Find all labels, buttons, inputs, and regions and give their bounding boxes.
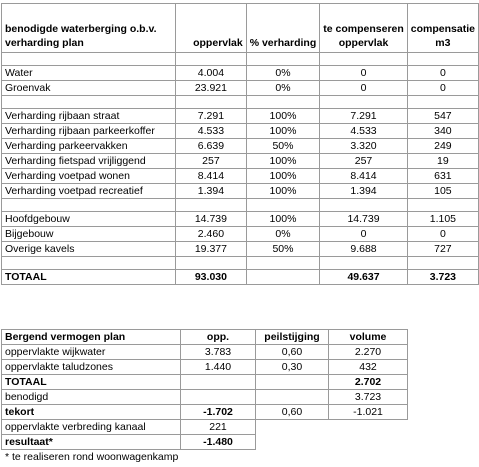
table-row <box>2 109 479 124</box>
row-comp-area: 1.394 <box>320 184 408 199</box>
spacer-row <box>2 96 479 109</box>
bergend-vermogen-table <box>1 329 408 450</box>
row-opp: -1.702 <box>181 405 256 420</box>
row-label: benodigd <box>2 390 181 405</box>
row-pct: 0% <box>246 66 320 81</box>
row-m3: 0 <box>407 81 478 96</box>
row-area: 7.291 <box>176 109 247 124</box>
spacer-row <box>2 199 479 212</box>
row-label: Verharding parkeervakken <box>2 139 176 154</box>
spacer-row <box>2 257 479 270</box>
row-comp-area: 14.739 <box>320 212 408 227</box>
total-row <box>2 375 408 390</box>
table-row <box>2 124 479 139</box>
row-comp-area: 0 <box>320 66 408 81</box>
row-m3: 547 <box>407 109 478 124</box>
total-row <box>2 270 479 285</box>
table-row <box>2 169 479 184</box>
row-area: 6.639 <box>176 139 247 154</box>
table-row <box>2 435 408 450</box>
row-label: Overige kavels <box>2 242 176 257</box>
row-pct: 0% <box>246 81 320 96</box>
table-row <box>2 242 479 257</box>
row-pct: 100% <box>246 154 320 169</box>
row-comp-area: 257 <box>320 154 408 169</box>
total-area: 93.030 <box>176 270 247 285</box>
row-label: oppervlakte taludzones <box>2 360 181 375</box>
row-label: Verharding fietspad vrijliggend <box>2 154 176 169</box>
row-label: Verharding voetpad wonen <box>2 169 176 184</box>
row-pct: 100% <box>246 169 320 184</box>
row-pct: 100% <box>246 109 320 124</box>
table-row <box>2 345 408 360</box>
row-m3: 727 <box>407 242 478 257</box>
row-area: 19.377 <box>176 242 247 257</box>
row-label: tekort <box>2 405 181 420</box>
row-peil: 0,60 <box>256 405 329 420</box>
footnote: * te realiseren rond woonwagenkamp <box>5 451 179 463</box>
row-area: 23.921 <box>176 81 247 96</box>
row-m3: 105 <box>407 184 478 199</box>
header-opp: opp. <box>181 330 256 345</box>
row-opp: 221 <box>181 420 256 435</box>
header-verharding: % verharding <box>246 4 320 53</box>
header-row <box>2 330 408 345</box>
row-pct: 50% <box>246 139 320 154</box>
table-row <box>2 139 479 154</box>
table-row <box>2 81 479 96</box>
row-peil: 0,30 <box>256 360 329 375</box>
row-comp-area: 0 <box>320 81 408 96</box>
table-row <box>2 184 479 199</box>
row-m3: 249 <box>407 139 478 154</box>
total-label: TOTAAL <box>2 270 176 285</box>
row-opp: -1.480 <box>181 435 256 450</box>
row-volume: 2.702 <box>329 375 408 390</box>
row-label: resultaat* <box>2 435 181 450</box>
waterberging-table <box>1 3 479 285</box>
header-label: Bergend vermogen plan <box>2 330 181 345</box>
row-opp: 3.783 <box>181 345 256 360</box>
row-label: oppervlakte verbreding kanaal <box>2 420 181 435</box>
total-comp-area: 49.637 <box>320 270 408 285</box>
row-volume: -1.021 <box>329 405 408 420</box>
row-area: 4.533 <box>176 124 247 139</box>
row-pct: 100% <box>246 212 320 227</box>
row-label: Verharding rijbaan parkeerkoffer <box>2 124 176 139</box>
row-area: 1.394 <box>176 184 247 199</box>
table-row <box>2 360 408 375</box>
row-label: Bijgebouw <box>2 227 176 242</box>
row-pct: 50% <box>246 242 320 257</box>
row-m3: 340 <box>407 124 478 139</box>
row-comp-area: 9.688 <box>320 242 408 257</box>
header-volume: volume <box>329 330 408 345</box>
header-label: benodigde waterberging o.b.v. verharding plan <box>2 4 176 53</box>
table-row <box>2 405 408 420</box>
row-m3: 19 <box>407 154 478 169</box>
row-label: oppervlakte wijkwater <box>2 345 181 360</box>
row-label: Groenvak <box>2 81 176 96</box>
table-row <box>2 390 408 405</box>
spacer-row <box>2 53 479 66</box>
row-pct: 100% <box>246 184 320 199</box>
row-pct: 100% <box>246 124 320 139</box>
table-row <box>2 420 408 435</box>
row-comp-area: 0 <box>320 227 408 242</box>
row-comp-area: 4.533 <box>320 124 408 139</box>
row-label: Hoofdgebouw <box>2 212 176 227</box>
header-te-compenseren: te compenseren oppervlak <box>320 4 408 53</box>
row-area: 257 <box>176 154 247 169</box>
row-comp-area: 3.320 <box>320 139 408 154</box>
header-row <box>2 4 479 53</box>
table-row <box>2 66 479 81</box>
row-label: Verharding rijbaan straat <box>2 109 176 124</box>
header-compensatie: compensatie m3 <box>407 4 478 53</box>
header-oppervlak: oppervlak <box>176 4 247 53</box>
total-m3: 3.723 <box>407 270 478 285</box>
table-row <box>2 154 479 169</box>
table-row <box>2 212 479 227</box>
row-area: 14.739 <box>176 212 247 227</box>
row-pct: 0% <box>246 227 320 242</box>
row-opp: 1.440 <box>181 360 256 375</box>
row-area: 2.460 <box>176 227 247 242</box>
row-volume: 2.270 <box>329 345 408 360</box>
row-label: TOTAAL <box>2 375 181 390</box>
row-label: Water <box>2 66 176 81</box>
row-m3: 631 <box>407 169 478 184</box>
row-comp-area: 8.414 <box>320 169 408 184</box>
row-m3: 0 <box>407 66 478 81</box>
table-row <box>2 227 479 242</box>
header-peilstijging: peilstijging <box>256 330 329 345</box>
row-m3: 1.105 <box>407 212 478 227</box>
row-comp-area: 7.291 <box>320 109 408 124</box>
row-area: 8.414 <box>176 169 247 184</box>
row-area: 4.004 <box>176 66 247 81</box>
row-volume: 3.723 <box>329 390 408 405</box>
row-label: Verharding voetpad recreatief <box>2 184 176 199</box>
row-peil: 0,60 <box>256 345 329 360</box>
row-volume: 432 <box>329 360 408 375</box>
row-m3: 0 <box>407 227 478 242</box>
